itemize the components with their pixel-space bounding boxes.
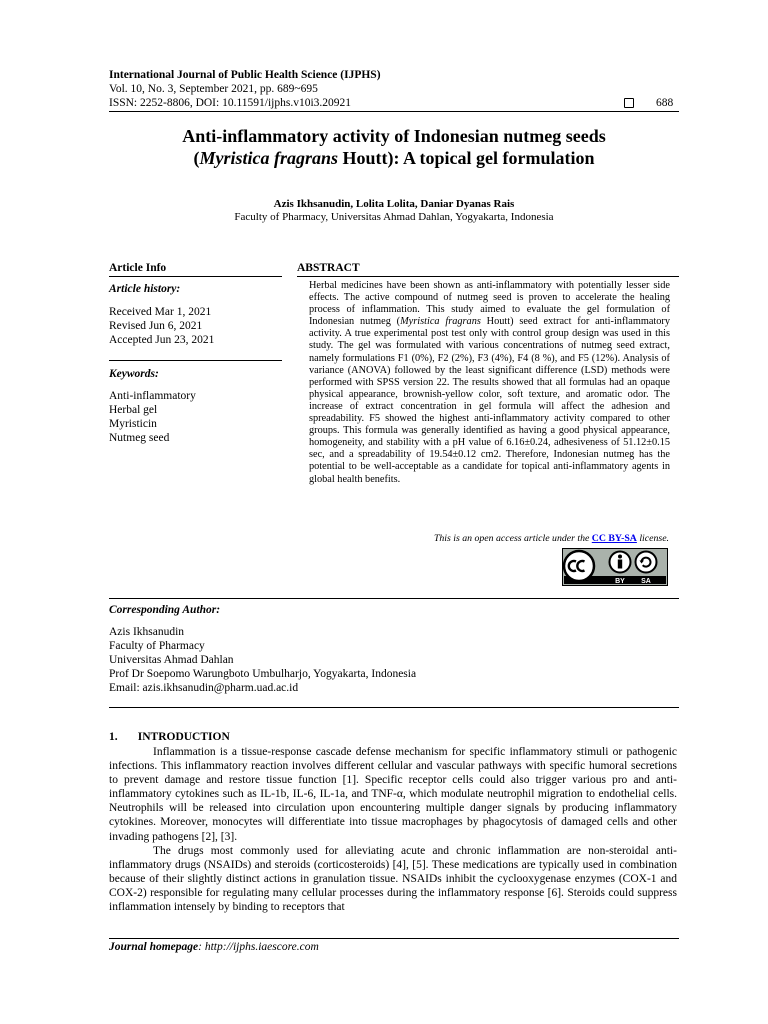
article-history-label: Article history: xyxy=(109,283,181,295)
article-info-rule xyxy=(109,276,282,277)
corresponding-bottom-rule xyxy=(109,707,679,708)
corresponding-author-label: Corresponding Author: xyxy=(109,604,221,616)
corresponding-address: Prof Dr Soepomo Warungboto Umbulharjo, Yogyakarta, Indonesia xyxy=(109,668,417,681)
article-info-heading: Article Info xyxy=(109,262,167,274)
corresponding-name: Azis Ikhsanudin xyxy=(109,626,185,638)
introduction-body xyxy=(109,745,677,914)
title-line-1: Anti-inflammatory activity of Indonesian nutmeg seeds xyxy=(182,126,606,146)
journal-volume: Vol. 10, No. 3, September 2021, pp. 689~695 xyxy=(109,83,318,95)
introduction-heading: 1. INTRODUCTION xyxy=(109,731,230,743)
homepage-url[interactable]: http://ijphs.iaescore.com xyxy=(204,941,319,953)
issn-doi: ISSN: 2252-8806, DOI: 10.11591/ijphs.v10i3.20921 xyxy=(109,97,352,109)
species-name: Myristica fragrans xyxy=(199,148,339,168)
intro-paragraph-2: The drugs most commonly used for alleviating acute and chronic inflammation are non-steroidal anti-inflammatory drugs (NSAIDs) and steroids (corticosteroids) [4], [5]. These medications are typically used in combination because of their slightly distinct actions in granulation tissue. NSAIDs inhibit the cyclooxygenase enzymes (COX-1 and COX-2) responsible for regulating many cellular processes during the inflammatory response [6]. Steroids could suppress inflammation intensely by binding to receptors that xyxy=(109,844,677,914)
abstract-text: Herbal medicines have been shown as anti-inflammatory with potentially lesser side effects. The active compound of nutmeg seed is proven to accelerate the healing process of inflammation. This study aimed to evaluate the gel formulation of Indonesian nutmeg (Myristica fragrans Houtt) seed extract for anti-inflammatory activity. A true experimental post test only with control group design was used in this study. The gel was formulated with various concentrations of nutmeg seed extract, namely formulations F1 (0%), F2 (2%), F3 (4%), F4 (8 %), and F5 (12%). Analysis of variance (ANOVA) followed by the least significant difference (LSD) methods were performed with SPSS version 22. The results showed that all formulas had an opaque physical appearance, brownish-yellow color, soft texture, and aromatic odor. The increase of extract concentration in gel formula will affect the adhesion and spreadability. F5 showed the highest anti-inflammatory activity compared to other groups. This formula was generally identified as having a good physical appearance, homogeneity, and stability with a pH value of 6.16±0.24, adhesiveness of 51.12±0.15 sec, and a spreadability of 19.54±0.12 cm2. Therefore, Indonesian nutmeg has the potential to be well-acceptable as a candidate for topical anti-inflammatory agents in global health benefits. xyxy=(309,280,670,485)
intro-paragraph-1: Inflammation is a tissue-response cascade defense mechanism for specific inflammatory stimuli or pathogenic infections. This inflammatory reaction involves different cellular and vascular pathways with specific humoral secretions to prevent damage and restore tissue function [1]. Specific receptor cells could also trigger various pro and anti-inflammatory cytokines such as IL-1b, IL-6, IL-1a, and TNF-α, which modulate neutrophil migration to endothelial cells. Neutrophils will be released into circulation upon encountering multiple danger signals by producing inflammatory cytokines. Moreover, monocytes will differentiate into tissue macrophages by phagocytosis of damaged cells and other invading pathogens [2], [3]. xyxy=(109,746,677,843)
keywords-label: Keywords: xyxy=(109,368,159,380)
received-date: Received Mar 1, 2021 xyxy=(109,306,212,318)
corresponding-university: Universitas Ahmad Dahlan xyxy=(109,654,234,667)
keyword-item: Nutmeg seed xyxy=(109,432,170,444)
info-divider xyxy=(109,360,282,361)
keyword-item: Herbal gel xyxy=(109,404,158,416)
journal-name: International Journal of Public Health Science (IJPHS) xyxy=(109,69,381,81)
square-icon xyxy=(624,98,634,108)
affiliation: Faculty of Pharmacy, Universitas Ahmad Dahlan, Yogyakarta, Indonesia xyxy=(234,211,554,223)
accepted-date: Accepted Jun 23, 2021 xyxy=(109,334,215,346)
footer-rule xyxy=(109,938,679,939)
header-rule xyxy=(109,111,679,112)
keyword-item: Myristicin xyxy=(109,418,157,430)
corresponding-faculty: Faculty of Pharmacy xyxy=(109,640,205,653)
page-number: 688 xyxy=(656,97,674,109)
corresponding-email[interactable]: Email: azis.ikhsanudin@pharm.uad.ac.id xyxy=(109,682,299,695)
cc-sa-text: SA xyxy=(641,578,651,585)
abstract-heading: ABSTRACT xyxy=(297,262,360,274)
cc-by-sa-link[interactable]: CC BY-SA xyxy=(591,533,637,544)
authors: Azis Ikhsanudin, Lolita Lolita, Daniar Dyanas Rais xyxy=(273,198,515,210)
corresponding-top-rule xyxy=(109,598,679,599)
journal-homepage: Journal homepage: http://ijphs.iaescore.com xyxy=(109,941,319,953)
open-access-note: This is an open access article under the CC BY-SA license. xyxy=(433,533,669,544)
revised-date: Revised Jun 6, 2021 xyxy=(109,320,203,332)
title-line-2: (Myristica fragrans Houtt): A topical gel formulation xyxy=(193,148,595,168)
keyword-item: Anti-inflammatory xyxy=(109,390,196,402)
abstract-rule xyxy=(297,276,679,277)
corresponding-author-block xyxy=(109,625,416,695)
cc-by-sa-license-icon[interactable] xyxy=(562,548,668,586)
cc-by-text: BY xyxy=(615,578,625,585)
